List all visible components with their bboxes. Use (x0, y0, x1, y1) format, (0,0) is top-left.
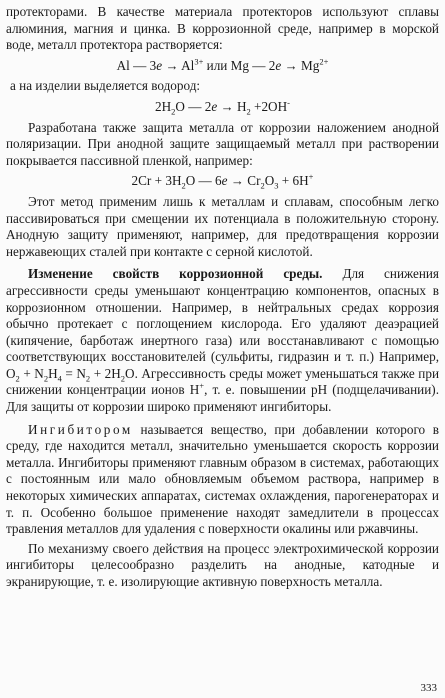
eq2-part: +2OH (250, 98, 288, 114)
eq3-part: O (264, 173, 275, 189)
formula-index: 2 (85, 373, 91, 384)
eq3-part: 2Cr + 3H (131, 173, 182, 189)
defined-term: Ингибитором (28, 421, 133, 437)
paragraph-hydrogen: а на изделии выделяется водород: (10, 78, 201, 94)
paragraph-text: H (48, 365, 58, 381)
paragraph-method-applicability: Этот метод применим лишь к металлам и сплавам, способным легко пассивироваться при смещении их потенциала в положительную сторону. Анодную защиту применяют, например, для предотвращения коррозии нержавеющих сталей при контакте с серной кислотой. (6, 193, 439, 259)
formula-index: 2 (15, 373, 20, 384)
paragraph-text: + 2H (90, 365, 121, 381)
eq2-part: 2H (155, 98, 172, 114)
eq2-part: O — 2 (175, 98, 212, 114)
formula-index: 2 (43, 373, 49, 384)
eq1-part: → Mg (281, 57, 320, 73)
page-number: 333 (420, 682, 437, 694)
paragraph-protectors: протекторами. В качестве материала протекторов используют сплавы алюминия, магния и цинка. В коррозионной среде, например в морской воде, металл протектора растворяется: (6, 4, 439, 53)
eq1-electron: e (156, 57, 163, 73)
eq1-charge: 2+ (319, 56, 329, 67)
eq3-index: 2 (181, 180, 186, 191)
eq1-part: → Al (162, 57, 195, 73)
paragraph-text: + N (19, 365, 44, 381)
eq1-part: или Mg — 2 (203, 57, 276, 73)
eq1-charge: 3+ (194, 56, 204, 67)
eq2-index: 2 (171, 106, 176, 117)
section-heading: Изменение свойств коррозионной среды. (28, 266, 323, 282)
paragraph-inhibitors (6, 422, 439, 538)
eq2-index: 2 (246, 106, 251, 117)
eq2-part: → H (217, 98, 247, 114)
paragraph-inhibitor-classification: По механизму своего действия на процесс электрохимической коррозии ингибиторы целесообразно разделить на анодные, катодные и экранирующие, т. е. изолирующие активную поверхность металла. (6, 540, 439, 589)
paragraph-text: называется вещество, при добавлении которого в среду, где находится металл, значительно уменьшается скорость коррозии металла. Ингибиторы применяют главным образом в системах, работающих с постоянным или мало обновляемым объемом раствора, например в некоторых химических аппаратах, системах охлаждения, парогенераторах и т. п. Особенно большое применение находят замедлители в процессах травления металлов для удаления с поверхности окалины или ржавчины. (6, 421, 439, 537)
equation-chromium-passivation (6, 173, 439, 190)
eq3-index: 3 (274, 180, 279, 191)
equation-metal-dissolution (6, 58, 439, 75)
eq3-part: → Cr (227, 173, 261, 189)
eq1-part: Al — 3 (116, 57, 157, 73)
paragraph-environment-change (6, 266, 439, 415)
paragraph-anodic-protection: Разработана также защита металла от коррозии наложением анодной поляризации. При анодной защите защищаемый металл при растворении покрывается пассивной пленкой, например: (6, 119, 439, 168)
eq3-part: + 6H (278, 173, 309, 189)
eq2-charge: - (287, 97, 290, 108)
eq3-part: O — 6 (185, 173, 222, 189)
eq3-electron: e (221, 173, 228, 189)
paragraph-text: = N (61, 365, 86, 381)
ion-charge: + (199, 381, 205, 392)
equation-hydrogen-evolution (6, 99, 439, 116)
eq3-charge: + (308, 171, 314, 182)
formula-index: 2 (120, 373, 126, 384)
paragraph-text: , т. е. повышении pH (подщелачивании). Для защиты от коррозии широко применяют ингибиторы. (6, 382, 439, 415)
eq3-index: 2 (260, 180, 265, 191)
paragraph-text: Для снижения агрессивности среды уменьшают концентрацию компонентов, опасных в коррозионном отношении. Например, в нейтральных средах коррозия обычно протекает с поглощением кислорода. Его удаляют деаэрацией (кипячение, барботаж инертного газа) или восстанавливают с помощью соответствующих восстановителей (сульфиты, гидразин и т. п.) Например, O (6, 266, 440, 381)
paragraph-text: O. Агрессивность среды может уменьшаться также при снижении концентрации ионов H (6, 365, 439, 398)
eq1-electron: e (275, 57, 282, 73)
eq2-electron: e (211, 98, 218, 114)
formula-index: 4 (57, 373, 62, 384)
